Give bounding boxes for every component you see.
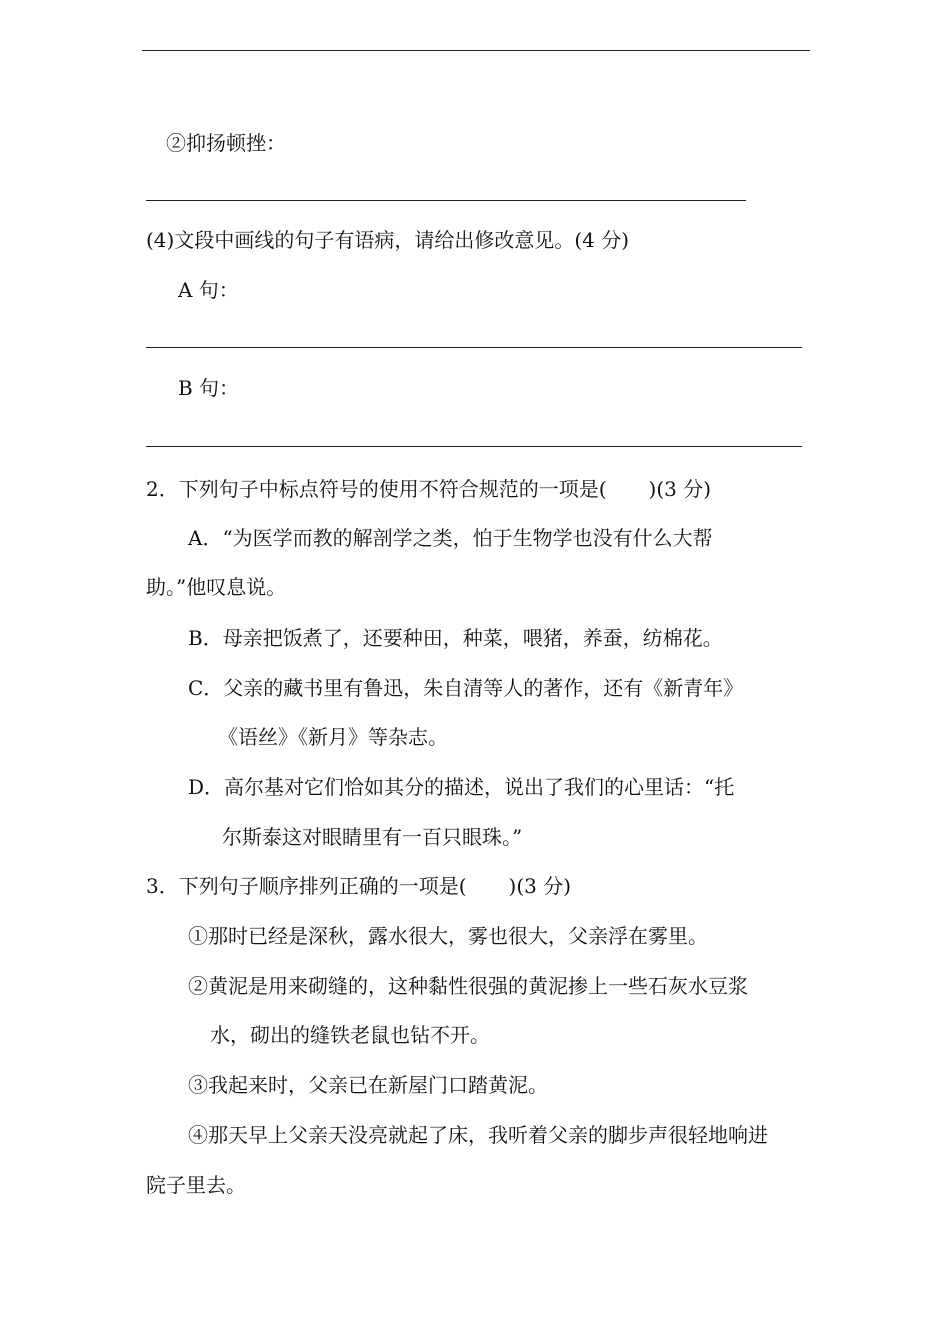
question-3-score: )(3 分) bbox=[508, 874, 572, 898]
answer-blank-item-2 bbox=[146, 200, 746, 201]
option-b: B．母亲把饭煮了，还要种田，种菜，喂猪，养蚕，纺棉花。 bbox=[188, 626, 723, 650]
question-2-score: )(3 分) bbox=[648, 477, 712, 501]
option-a-line-1: A．“为医学而教的解剖学之类，怕于生物学也没有什么大帮 bbox=[188, 526, 713, 550]
sentence-b-label: B 句： bbox=[178, 376, 240, 400]
sentence-4-line-2: 院子里去。 bbox=[146, 1173, 246, 1197]
sentence-3: ③我起来时，父亲已在新屋门口踏黄泥。 bbox=[188, 1073, 548, 1097]
sentence-2-line-2: 水，砌出的缝铁老鼠也钻不开。 bbox=[210, 1023, 490, 1047]
option-a-line-2: 助。”他叹息说。 bbox=[146, 575, 287, 599]
question-2-stem bbox=[146, 475, 711, 503]
question-3-stem bbox=[146, 872, 571, 900]
answer-blank-sentence-b bbox=[146, 446, 802, 447]
sentence-2-line-1: ②黄泥是用来砌缝的，这种黏性很强的黄泥掺上一些石灰水豆浆 bbox=[188, 974, 748, 998]
option-c-line-2: 《语丝》《新月》等杂志。 bbox=[218, 725, 448, 749]
option-d-line-2: 尔斯泰这对眼睛里有一百只眼珠。” bbox=[222, 825, 523, 849]
option-d-line-1: D．高尔基对它们恰如其分的描述，说出了我们的心里话：“托 bbox=[188, 775, 735, 799]
question-2-stem-text: 2．下列句子中标点符号的使用不符合规范的一项是( bbox=[146, 477, 607, 501]
sentence-a-label: A 句： bbox=[178, 278, 239, 302]
question-3-stem-text: 3．下列句子顺序排列正确的一项是( bbox=[146, 874, 467, 898]
item-2-label: ②抑扬顿挫： bbox=[166, 131, 286, 155]
sentence-1: ①那时已经是深秋，露水很大，雾也很大，父亲浮在雾里。 bbox=[188, 924, 708, 948]
answer-blank-sentence-a bbox=[146, 347, 802, 348]
sentence-4-line-1: ④那天早上父亲天没亮就起了床，我听着父亲的脚步声很轻地响进 bbox=[188, 1123, 768, 1147]
header-rule bbox=[142, 50, 810, 51]
option-c-line-1: C．父亲的藏书里有鲁迅，朱自清等人的著作，还有《新青年》 bbox=[188, 676, 744, 700]
subquestion-4-prompt: (4)文段中画线的句子有语病，请给出修改意见。(4 分) bbox=[146, 228, 630, 252]
